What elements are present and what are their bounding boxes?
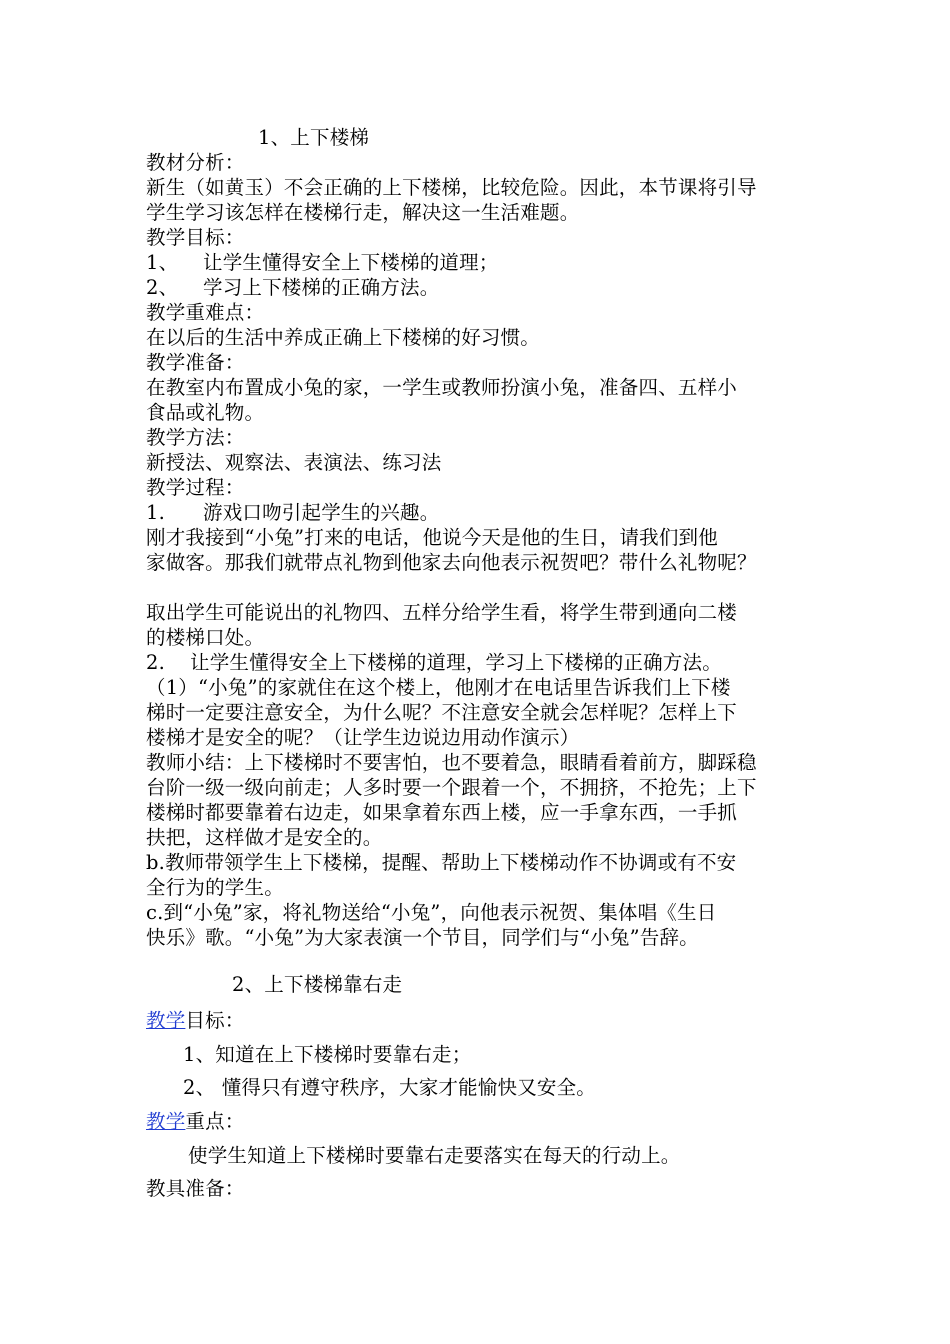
- goal-1-number: 1、: [146, 251, 179, 274]
- paragraph-4-line-3: 楼梯时都要靠着右边走，如果拿着东西上楼，应一手拿东西，一手抓: [146, 801, 738, 824]
- analysis-line-1: 新生（如黄玉）不会正确的上下楼梯，比较危险。因此，本节课将引导: [146, 176, 757, 199]
- section2-focus-label: [146, 1109, 245, 1134]
- step-2-text: 让学生懂得安全上下楼梯的道理，学习上下楼梯的正确方法。: [190, 651, 722, 674]
- section2-goals-label: [146, 1008, 245, 1033]
- paragraph-5-line-2: 全行为的学生。: [146, 876, 284, 899]
- paragraph-2-line-2: 的楼梯口处。: [146, 626, 265, 649]
- paragraph-3-line-2: 梯时一定要注意安全，为什么呢？不注意安全就会怎样呢？怎样上下: [146, 701, 738, 724]
- section2-focus-text: 使学生知道上下楼梯时要靠右走要落实在每天的行动上。: [188, 1144, 681, 1167]
- section2-goal-1: 1、知道在上下楼梯时要靠右走；: [183, 1043, 472, 1066]
- prep-line-1: 在教室内布置成小兔的家，一学生或教师扮演小兔，准备四、五样小: [146, 376, 738, 399]
- difficulty-label: 教学重难点：: [146, 301, 265, 324]
- step-1-number: 1.: [146, 501, 166, 524]
- paragraph-6-line-2: 快乐》歌。“小兔”为大家表演一个节目，同学们与“小兔”告辞。: [146, 926, 699, 949]
- paragraph-4-line-4: 扶把，这样做才是安全的。: [146, 826, 383, 849]
- tools-label: 教具准备：: [146, 1177, 245, 1200]
- paragraph-6-line-1: c.到“小兔”家，将礼物送给“小兔”，向他表示祝贺、集体唱《生日: [146, 901, 717, 924]
- analysis-line-2: 学生学习该怎样在楼梯行走，解决这一生活难题。: [146, 201, 580, 224]
- method-label: 教学方法：: [146, 426, 245, 449]
- focus-label-rest: 重点：: [185, 1110, 245, 1133]
- paragraph-4-line-2: 台阶一级一级向前走；人多时要一个跟着一个，不拥挤，不抢先；上下: [146, 776, 757, 799]
- paragraph-2-line-1: 取出学生可能说出的礼物四、五样分给学生看，将学生带到通向二楼: [146, 601, 738, 624]
- goals-label-rest: 目标：: [185, 1009, 245, 1032]
- paragraph-3-line-1: （1）“小兔”的家就住在这个楼上，他刚才在电话里告诉我们上下楼: [146, 676, 731, 699]
- method-text: 新授法、观察法、表演法、练习法: [146, 451, 442, 474]
- goal-2-text: 学习上下楼梯的正确方法。: [203, 276, 440, 299]
- teaching-link[interactable]: 教学: [146, 1009, 186, 1032]
- paragraph-1-line-1: 刚才我接到“小兔”打来的电话，他说今天是他的生日，请我们到他: [146, 526, 718, 549]
- section1-title: 1、上下楼梯: [258, 126, 370, 149]
- prep-label: 教学准备：: [146, 351, 245, 374]
- paragraph-4-line-1: 教师小结：上下楼梯时不要害怕，也不要着急，眼睛看着前方，脚踩稳: [146, 751, 757, 774]
- prep-line-2: 食品或礼物。: [146, 401, 265, 424]
- difficulty-text: 在以后的生活中养成正确上下楼梯的好习惯。: [146, 326, 541, 349]
- paragraph-5-line-1: b.教师带领学生上下楼梯，提醒、帮助上下楼梯动作不协调或有不安: [146, 851, 737, 874]
- section2-goal-2: 2、 懂得只有遵守秩序，大家才能愉快又安全。: [183, 1076, 597, 1099]
- step-2-number: 2.: [146, 651, 166, 674]
- goal-2-number: 2、: [146, 276, 179, 299]
- section2-title: 2、上下楼梯靠右走: [232, 973, 403, 996]
- paragraph-1-line-2: 家做客。那我们就带点礼物到他家去向他表示祝贺吧？带什么礼物呢？: [146, 551, 757, 574]
- teaching-link[interactable]: 教学: [146, 1110, 186, 1133]
- goals-label: 教学目标：: [146, 226, 245, 249]
- goal-1-text: 让学生懂得安全上下楼梯的道理；: [203, 251, 499, 274]
- step-1-text: 游戏口吻引起学生的兴趣。: [203, 501, 440, 524]
- paragraph-3-line-3: 楼梯才是安全的呢？（让学生边说边用动作演示）: [146, 726, 580, 749]
- process-label: 教学过程：: [146, 476, 245, 499]
- analysis-label: 教材分析：: [146, 151, 245, 174]
